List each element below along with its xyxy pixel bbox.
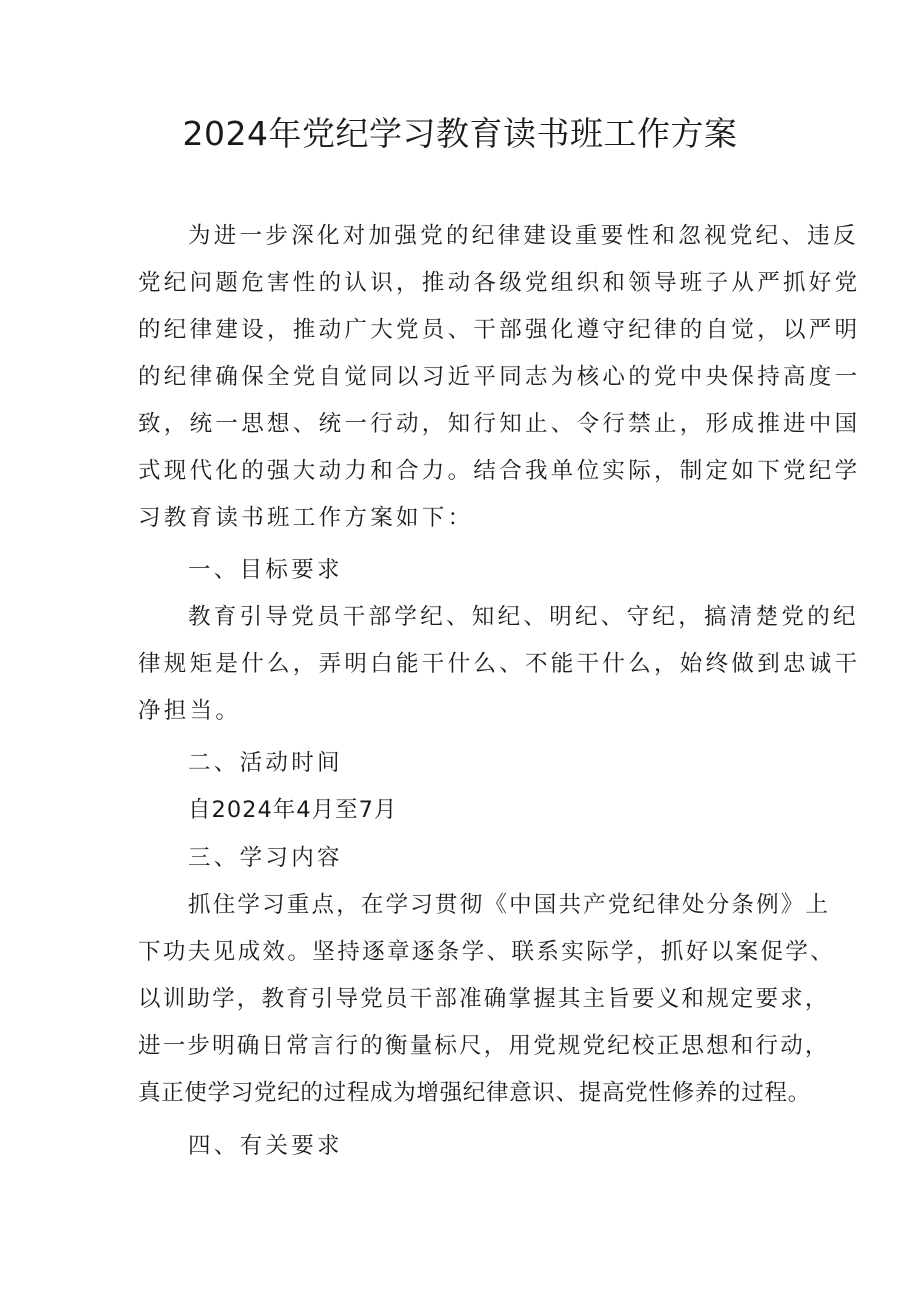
intro-line-6: 式现代化的强大动力和合力。结合我单位实际，制定如下党纪学	[138, 458, 861, 484]
intro-line-7: 习教育读书班工作方案如下：	[138, 505, 474, 531]
content-line-1: 抓住学习重点，在学习贯彻《中国共产党纪律处分条例》上	[188, 892, 831, 918]
section-heading-goals: 一、目标要求	[188, 557, 343, 583]
section-heading-content: 三、学习内容	[188, 845, 343, 871]
intro-line-1: 为进一步深化对加强党的纪律建设重要性和忽视党纪、违反	[188, 223, 859, 249]
goals-line-2: 律规矩是什么，弄明白能干什么、不能干什么，始终做到忠诚干	[138, 651, 861, 677]
intro-line-2: 党纪问题危害性的认识，推动各级党组织和领导班子从严抓好党	[138, 270, 861, 296]
content-line-5: 真正使学习党纪的过程成为增强纪律意识、提高党性修养的过程。	[138, 1080, 811, 1106]
intro-line-3: 的纪律建设，推动广大党员、干部强化遵守纪律的自觉，以严明	[138, 317, 861, 343]
intro-line-5: 致，统一思想、统一行动，知行知止、令行禁止，形成推进中国	[138, 411, 861, 437]
content-line-2: 下功夫见成效。坚持逐章逐条学、联系实际学，抓好以案促学、	[138, 939, 836, 965]
time-line-1: 自2024年4月至7月	[188, 797, 398, 823]
section-heading-time: 二、活动时间	[188, 750, 343, 776]
intro-line-4: 的纪律确保全党自觉同以习近平同志为核心的党中央保持高度一	[138, 364, 861, 390]
content-line-3: 以训助学，教育引导党员干部准确掌握其主旨要义和规定要求，	[138, 986, 830, 1012]
content-line-4: 进一步明确日常言行的衡量标尺，用党规党纪校正思想和行动，	[138, 1033, 830, 1059]
section-heading-requirements: 四、有关要求	[188, 1133, 343, 1159]
document-title: 2024年党纪学习教育读书班工作方案	[182, 114, 738, 153]
goals-line-3: 净担当。	[138, 698, 242, 724]
goals-line-1: 教育引导党员干部学纪、知纪、明纪、守纪，搞清楚党的纪	[188, 604, 859, 630]
